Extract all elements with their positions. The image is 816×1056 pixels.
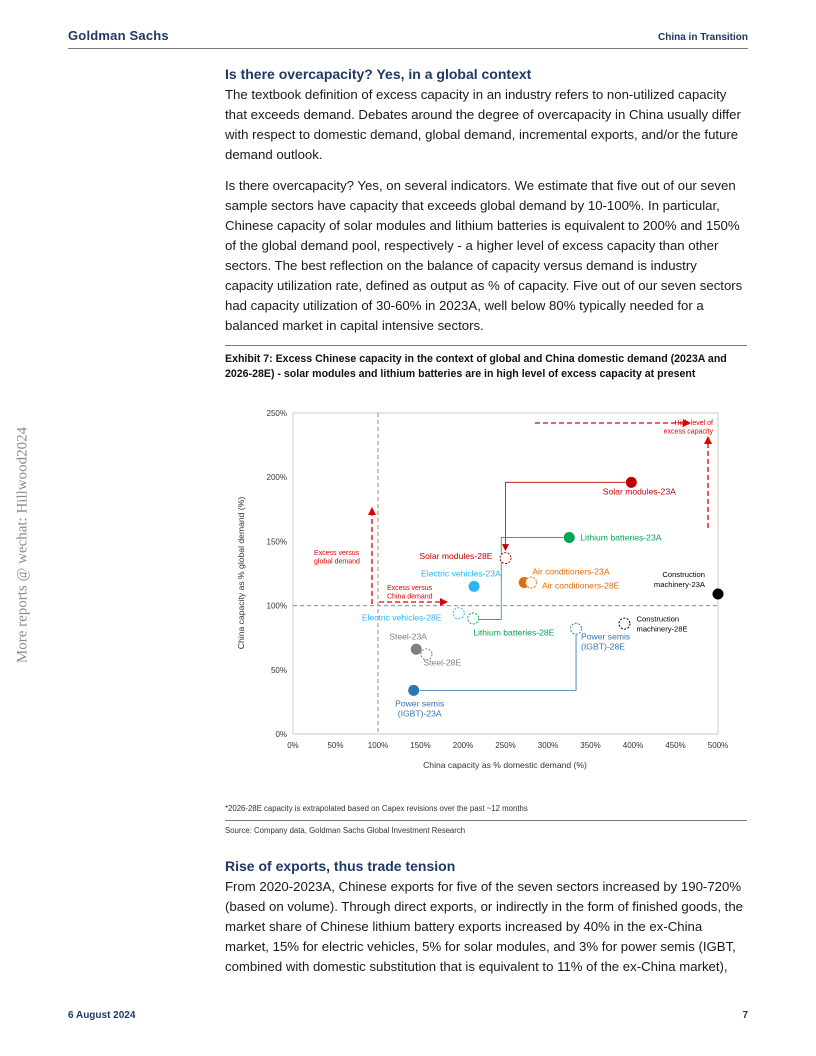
- section-exports: [225, 858, 747, 977]
- x-tick-label: 250%: [495, 741, 516, 750]
- exhibit-title: Exhibit 7: Excess Chinese capacity in the context of global and China domestic demand (2023A and 2026-28E) - solar modules and lithium batteries are in high level of excess capacity at present: [225, 353, 727, 380]
- x-tick-label: 0%: [287, 741, 299, 750]
- point-label: Electric vehicles-23A: [421, 568, 501, 579]
- x-tick-label: 150%: [410, 741, 431, 750]
- y-tick-label: 0%: [275, 730, 287, 739]
- paragraph: Is there overcapacity? Yes, on several indicators. We estimate that five out of our seven sample sectors have capacity that exceeds global demand by 10-100%. In particular, Chinese capacity of solar modules and lithium batteries is equivalent to 200% and 150% of the global demand pool, respectively - a higher level of excess capacity than other sectors. The best reflection on the balance of capacity versus demand is industry capacity utilization rate, defined as output as % of capacity. Five out of our seven sectors had capacity utilization of 30-60% in 2023A, well below 80% typically needed for a balanced market in capital intensive sectors.: [225, 178, 743, 333]
- exhibit-top-rule: [225, 345, 747, 346]
- x-tick-label: 50%: [327, 741, 344, 750]
- data-point: [408, 685, 419, 696]
- x-tick-label: 400%: [622, 741, 644, 750]
- paragraph: The textbook definition of excess capacity in an industry refers to non-utilized capacity that exceeds demand. Debates around the degree of overcapacity in China usually differ with respect to domestic demand, global demand, incremental exports, and/or the future demand outlook.: [225, 87, 741, 162]
- data-point: [619, 618, 630, 629]
- x-tick-label: 300%: [537, 741, 559, 750]
- point-label: Air conditioners-28E: [542, 580, 620, 591]
- exhibit-source: Source: Company data, Goldman Sachs Global Investment Research: [225, 826, 466, 835]
- point-label: Construction machinery-28E: [636, 614, 688, 634]
- section-overcapacity: [225, 66, 747, 336]
- annotation-text: High level of excess capacity: [663, 420, 713, 436]
- point-label: Lithium batteries-23A: [580, 532, 662, 543]
- point-label: Power semis (IGBT)-23A: [395, 698, 445, 719]
- brand-logo: Goldman Sachs: [68, 28, 169, 43]
- scatter-chart: [225, 392, 747, 787]
- point-label: Solar modules-23A: [602, 486, 676, 497]
- section-title: China in Transition: [657, 32, 748, 43]
- x-tick-label: 450%: [665, 741, 686, 750]
- x-tick-label: 350%: [580, 741, 601, 750]
- y-axis-label: China capacity as % global demand (%): [236, 496, 246, 650]
- annotation-text: Excess versus global demand: [314, 550, 360, 566]
- data-point: [564, 532, 575, 543]
- x-tick-label: 500%: [707, 741, 729, 750]
- point-label: Electric vehicles-28E: [361, 612, 442, 623]
- header-divider: [68, 48, 748, 49]
- data-point: [468, 613, 479, 624]
- y-tick-label: 150%: [266, 537, 287, 547]
- page-number: 7: [742, 1010, 748, 1021]
- point-label: Steel-23A: [389, 631, 427, 642]
- point-label: Power semis (IGBT)-28E: [581, 631, 631, 652]
- x-tick-label: 200%: [452, 741, 474, 750]
- exhibit-footnote: *2026-28E capacity is extrapolated based on Capex revisions over the past ~12 months: [225, 804, 528, 813]
- point-label: Solar modules-28E: [419, 551, 493, 562]
- point-label: Construction machinery-23A: [653, 570, 705, 590]
- point-label: Lithium batteries-28E: [473, 627, 555, 638]
- data-point: [526, 577, 537, 588]
- y-tick-label: 100%: [266, 601, 287, 611]
- plot-area: [293, 413, 718, 734]
- sidebar-watermark: [8, 420, 38, 670]
- x-axis-label: China capacity as % domestic demand (%): [423, 760, 587, 770]
- y-tick-label: 250%: [266, 409, 287, 418]
- x-tick-label: 100%: [367, 741, 389, 750]
- data-point: [411, 644, 422, 655]
- data-point: [713, 589, 724, 600]
- data-point: [453, 608, 464, 619]
- y-tick-label: 200%: [266, 473, 287, 483]
- point-label: Air conditioners-23A: [532, 566, 610, 577]
- annotation-text: Excess versus China demand: [387, 585, 433, 601]
- section-heading: Rise of exports, thus trade tension: [225, 858, 456, 874]
- y-tick-label: 50%: [270, 665, 287, 675]
- data-point: [500, 553, 511, 564]
- watermark-text: More reports @ wechat: Hillwood2024: [14, 426, 31, 664]
- paragraph: From 2020-2023A, Chinese exports for five of the seven sectors increased by 190-720% (based on volume). Through direct exports, or indirectly in the form of finished goods, the market share of Chinese lithium battery exports increased by 40% in the ex-China market, 15% for electric vehicles, 5% for solar modules, and 3% for power semis (IGBT, combined with domestic substitution that is equivalent to 11% of the ex-China market),: [225, 879, 744, 974]
- data-point: [469, 581, 480, 592]
- section-heading: Is there overcapacity? Yes, in a global context: [225, 66, 532, 82]
- footer-date: 6 August 2024: [68, 1010, 136, 1021]
- point-label: Steel-28E: [423, 657, 462, 668]
- data-point: [571, 623, 582, 634]
- exhibit-bottom-rule: [225, 820, 747, 821]
